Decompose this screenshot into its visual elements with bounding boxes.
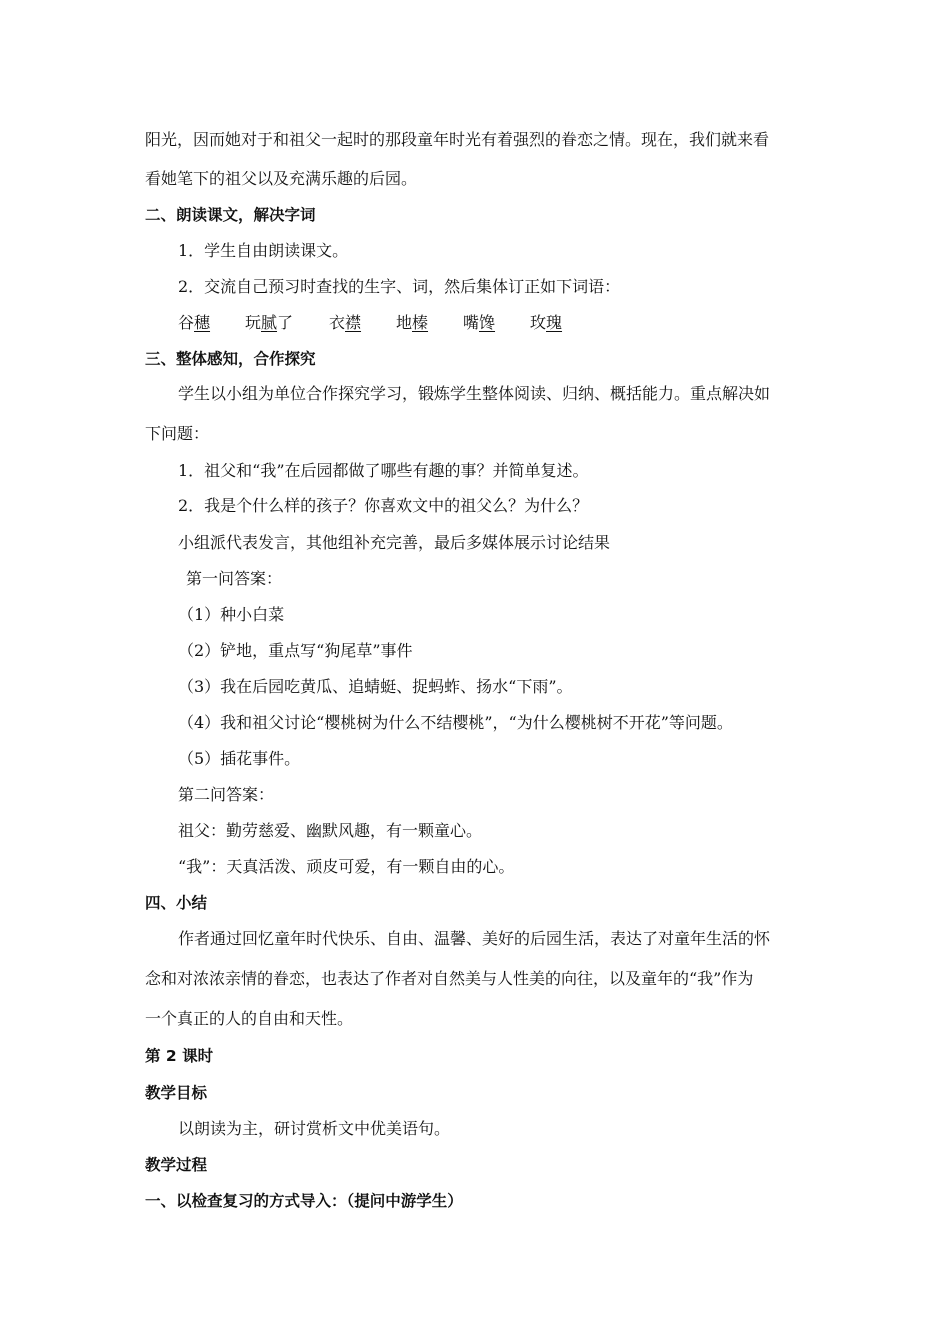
answer-2-me: “我”：天真活泼、顽皮可爱，有一颗自由的心。 (178, 857, 515, 876)
vocab-word: 谷穗 (178, 313, 211, 332)
summary-line-3: 一个真正的人的自由和天性。 (145, 1009, 354, 1028)
answer-2-title: 第二问答案： (178, 785, 275, 804)
summary-line-1: 作者通过回忆童年时代快乐、自由、温馨、美好的后园生活，表达了对童年生活的怀 (178, 929, 771, 948)
section-3-paragraph-cont: 下问题： (145, 424, 210, 443)
section-3-heading: 三、整体感知，合作探究 (145, 350, 316, 368)
summary-line-2: 念和对浓浓亲情的眷恋，也表达了作者对自然美与人性美的向往，以及童年的“我”作为 (145, 969, 754, 988)
answer-1-item: （4）我和祖父讨论“樱桃树为什么不结樱桃”，“为什么樱桃树不开花”等问题。 (178, 713, 733, 732)
answer-1-title: 第一问答案： (186, 569, 283, 588)
intro-line-2: 看她笔下的祖父以及充满乐趣的后园。 (145, 169, 418, 188)
lesson-2-heading: 第 2 课时 (145, 1047, 214, 1065)
teaching-goal-heading: 教学目标 (145, 1084, 208, 1102)
process-step-1: 一、以检查复习的方式导入：（提问中游学生） (145, 1192, 463, 1210)
answer-1-item: （2）铲地，重点写“狗尾草”事件 (178, 641, 413, 660)
question-1: 1．祖父和“我”在后园都做了哪些有趣的事？并简单复述。 (178, 461, 589, 480)
answer-1-item: （1）种小白菜 (178, 605, 285, 624)
section-3-paragraph: 学生以小组为单位合作探究学习，锻炼学生整体阅读、归纳、概括能力。重点解决如 (178, 384, 771, 403)
answer-1-item: （3）我在后园吃黄瓜、追蜻蜓、捉蚂蚱、扬水“下雨”。 (178, 677, 573, 696)
intro-line-1: 阳光，因而她对于和祖父一起时的那段童年时光有着强烈的眷恋之情。现在，我们就来看 (145, 130, 770, 149)
teaching-goal-text: 以朗读为主，研讨赏析文中优美语句。 (178, 1119, 451, 1138)
vocab-word: 玩腻了 (245, 313, 294, 332)
vocab-word: 玫瑰 (530, 313, 563, 332)
answer-2-grandfather: 祖父：勤劳慈爱、幽默风趣，有一颗童心。 (178, 821, 483, 840)
section-2-item-2: 2．交流自己预习时查找的生字、词，然后集体订正如下词语： (178, 277, 621, 296)
question-2: 2．我是个什么样的孩子？你喜欢文中的祖父么？为什么？ (178, 496, 589, 515)
section-4-heading: 四、小结 (145, 894, 208, 912)
vocab-word: 地榛 (396, 313, 429, 332)
section-2-heading: 二、朗读课文，解决字词 (145, 206, 316, 224)
answer-1-item: （5）插花事件。 (178, 749, 301, 768)
teaching-process-heading: 教学过程 (145, 1156, 208, 1174)
vocab-word: 嘴馋 (463, 313, 496, 332)
vocab-word: 衣襟 (329, 313, 362, 332)
section-2-item-1: 1．学生自由朗读课文。 (178, 241, 349, 260)
group-note: 小组派代表发言，其他组补充完善，最后多媒体展示讨论结果 (178, 533, 611, 552)
